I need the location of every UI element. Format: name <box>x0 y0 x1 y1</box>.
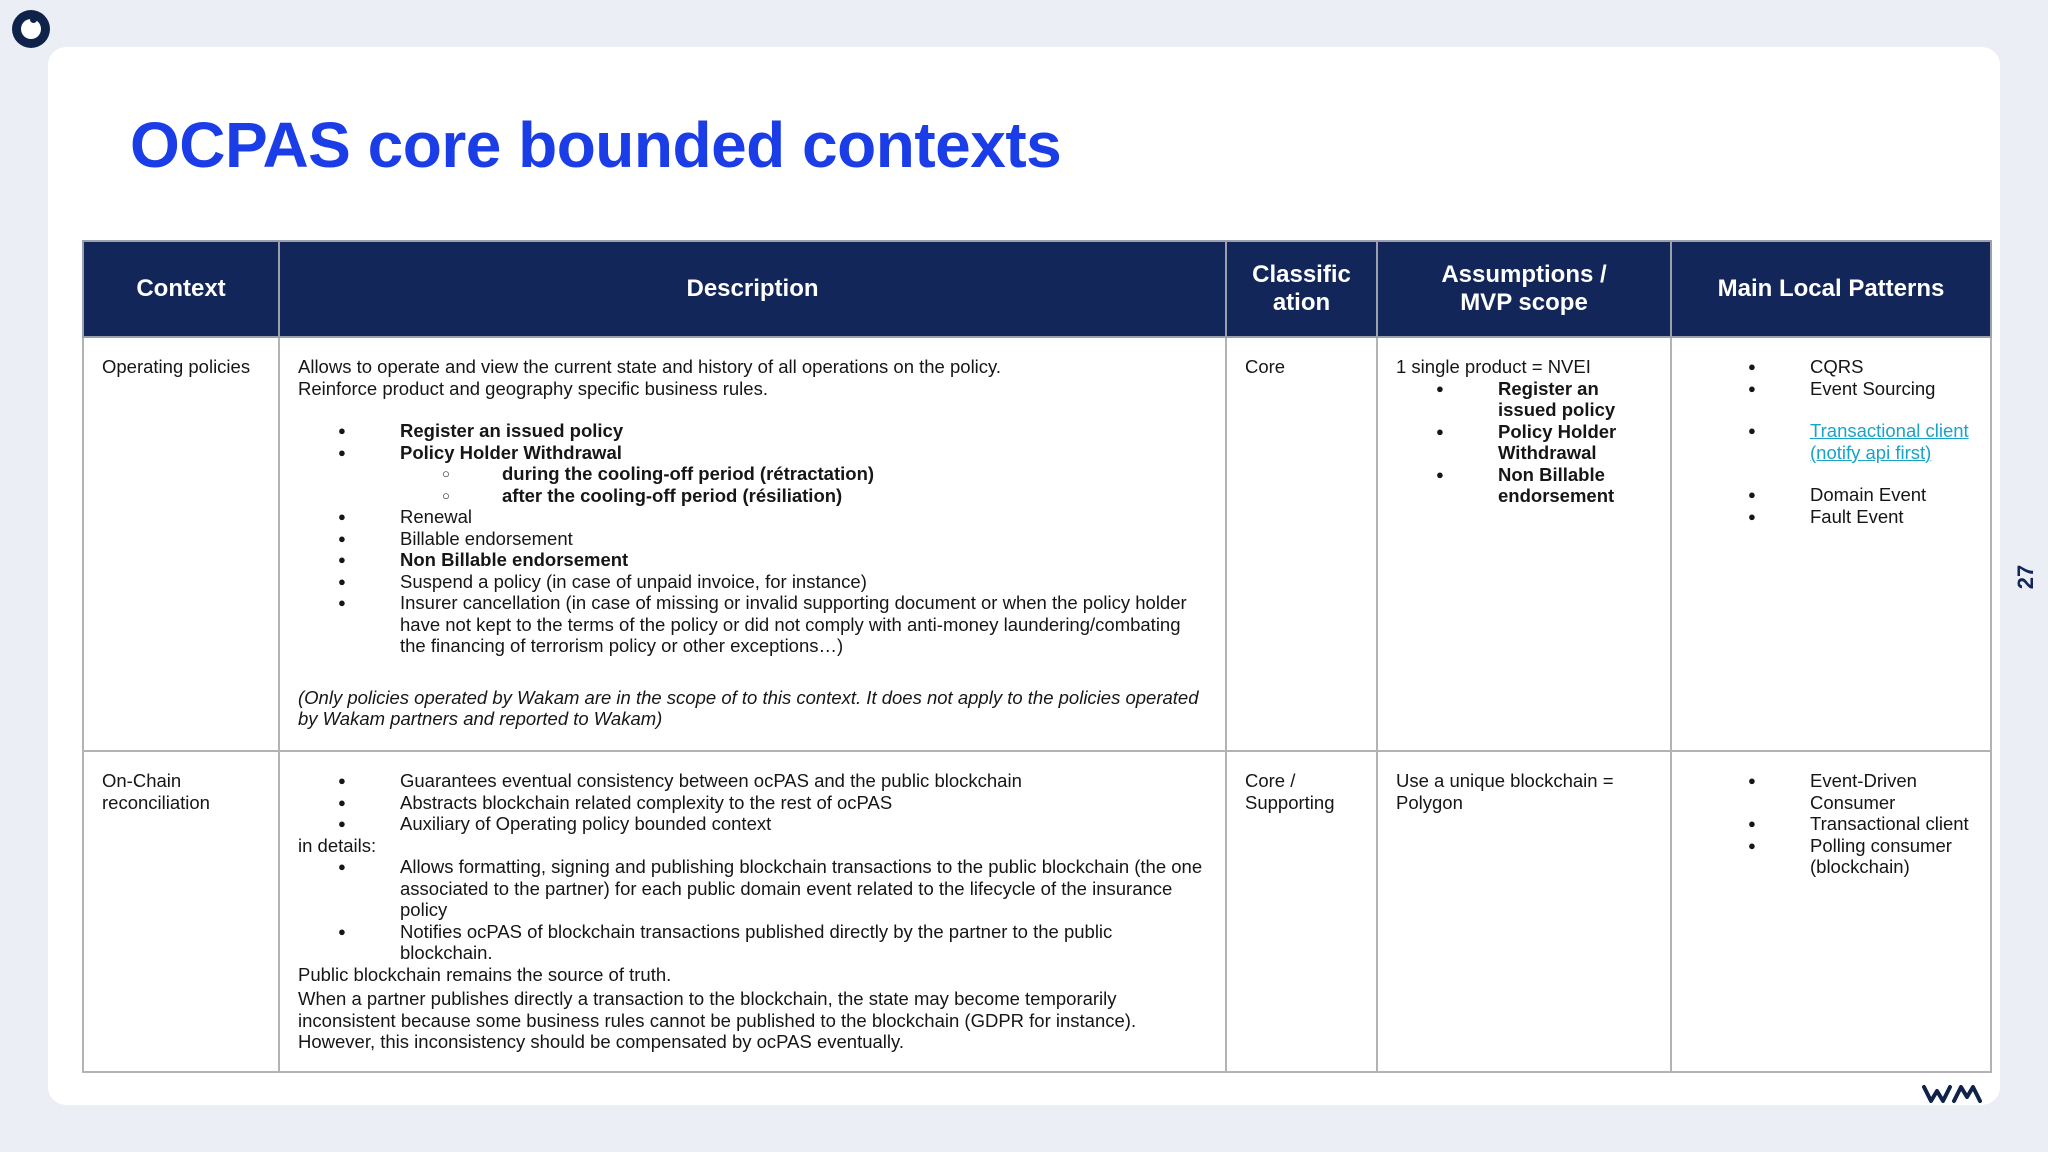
patterns-list-link <box>1690 420 1972 463</box>
patterns-list-events <box>1690 484 1972 527</box>
patterns-list <box>1690 356 1972 399</box>
list-item: ● CQRS <box>1690 356 1972 378</box>
operations-list-continued <box>298 506 1207 657</box>
list-item: ● Billable endorsement <box>298 528 1207 550</box>
list-item: ● Guarantees eventual consistency between ocPAS and the public blockchain <box>298 770 1207 792</box>
description-text: Public blockchain remains the source of truth. <box>298 963 672 985</box>
table-row <box>83 337 1991 751</box>
list-item: ● Suspend a policy (in case of unpaid invoice, for instance) <box>298 571 1207 593</box>
details-list <box>298 856 1207 964</box>
description-cell <box>279 337 1226 751</box>
context-cell: On-Chain reconciliation <box>83 751 279 1072</box>
list-item: ● Polling consumer (blockchain) <box>1690 835 1972 878</box>
assumption-text: 1 single product = NVEI <box>1396 356 1591 377</box>
header-context: Context <box>83 241 279 337</box>
assumptions-cell <box>1377 337 1671 751</box>
list-item: ● Fault Event <box>1690 506 1972 528</box>
list-item: ● Insurer cancellation (in case of missing or invalid supporting document or when the policy holder have not kept to the terms of the policy or did not comply with anti-money laundering/combating the financing of terrorism policy or other exceptions…) <box>298 592 1207 657</box>
header-classification: Classific ation <box>1226 241 1377 337</box>
description-text: Allows to operate and view the current state and history of all operations on the policy. <box>298 356 1002 377</box>
list-item: ● Transactional client <box>1690 813 1972 835</box>
description-text: in details: <box>298 834 377 856</box>
withdrawal-sublist <box>298 463 1207 506</box>
list-item-label: Policy Holder Withdrawal <box>400 441 622 463</box>
header-assumptions: Assumptions / MVP scope <box>1377 241 1671 337</box>
patterns-list <box>1690 770 1972 878</box>
page-title: OCPAS core bounded contexts <box>130 109 1062 181</box>
classification-cell: Core / Supporting <box>1226 751 1377 1072</box>
list-item: ● Register an issued policy <box>1396 378 1652 421</box>
list-item: ● Register an issued policy <box>298 420 1207 442</box>
classification-cell: Core <box>1226 337 1377 751</box>
context-cell: Operating policies <box>83 337 279 751</box>
list-item: ● Abstracts blockchain related complexity to the rest of ocPAS <box>298 792 1207 814</box>
patterns-cell <box>1671 751 1991 1072</box>
goals-list <box>298 770 1207 835</box>
list-item: ○ after the cooling-off period (résiliation) <box>298 485 1207 507</box>
list-item <box>298 442 1207 464</box>
wakam-wordmark-logo-icon <box>1922 1083 1982 1105</box>
patterns-cell <box>1671 337 1991 751</box>
list-item: ● Non Billable endorsement <box>1396 464 1652 507</box>
transactional-client-link[interactable]: Transactional client (notify api first) <box>1810 420 1969 463</box>
operations-list <box>298 420 1207 463</box>
description-text: Reinforce product and geography specific business rules. <box>298 377 768 399</box>
list-item: ● Event-Driven Consumer <box>1690 770 1972 813</box>
assumption-list <box>1396 378 1652 507</box>
list-item <box>1690 420 1972 463</box>
description-text: When a partner publishes directly a transaction to the blockchain, the state may become temporarily inconsistent because some business rules cannot be published to the blockchain (GDPR for instance). However, this inconsistency should be compensated by ocPAS eventually. <box>298 988 1137 1052</box>
description-cell <box>279 751 1226 1072</box>
list-item: ● Renewal <box>298 506 1207 528</box>
header-patterns: Main Local Patterns <box>1671 241 1991 337</box>
header-description: Description <box>279 241 1226 337</box>
wakam-circle-logo-icon <box>12 10 50 48</box>
table-header-row <box>83 241 1991 337</box>
list-item: ○ during the cooling-off period (rétractation) <box>298 463 1207 485</box>
scope-note: (Only policies operated by Wakam are in the scope of to this context. It does not apply to the policies operated by Wakam partners and reported to Wakam) <box>298 686 1199 729</box>
list-item: ● Notifies ocPAS of blockchain transactions published directly by the partner to the public blockchain. <box>298 921 1207 964</box>
list-item: ● Domain Event <box>1690 484 1972 506</box>
assumptions-cell: Use a unique blockchain = Polygon <box>1377 751 1671 1072</box>
bounded-contexts-table <box>82 240 1992 1073</box>
table-row <box>83 751 1991 1072</box>
list-item: ● Policy Holder Withdrawal <box>1396 421 1652 464</box>
page-number: 27 <box>2013 564 2038 590</box>
list-item: ● Non Billable endorsement <box>298 549 1207 571</box>
list-item: ● Allows formatting, signing and publishing blockchain transactions to the public blockchain (the one associated to the partner) for each public domain event related to the lifecycle of the insurance policy <box>298 856 1207 921</box>
list-item: ● Event Sourcing <box>1690 378 1972 400</box>
list-item: ● Auxiliary of Operating policy bounded context <box>298 813 1207 835</box>
